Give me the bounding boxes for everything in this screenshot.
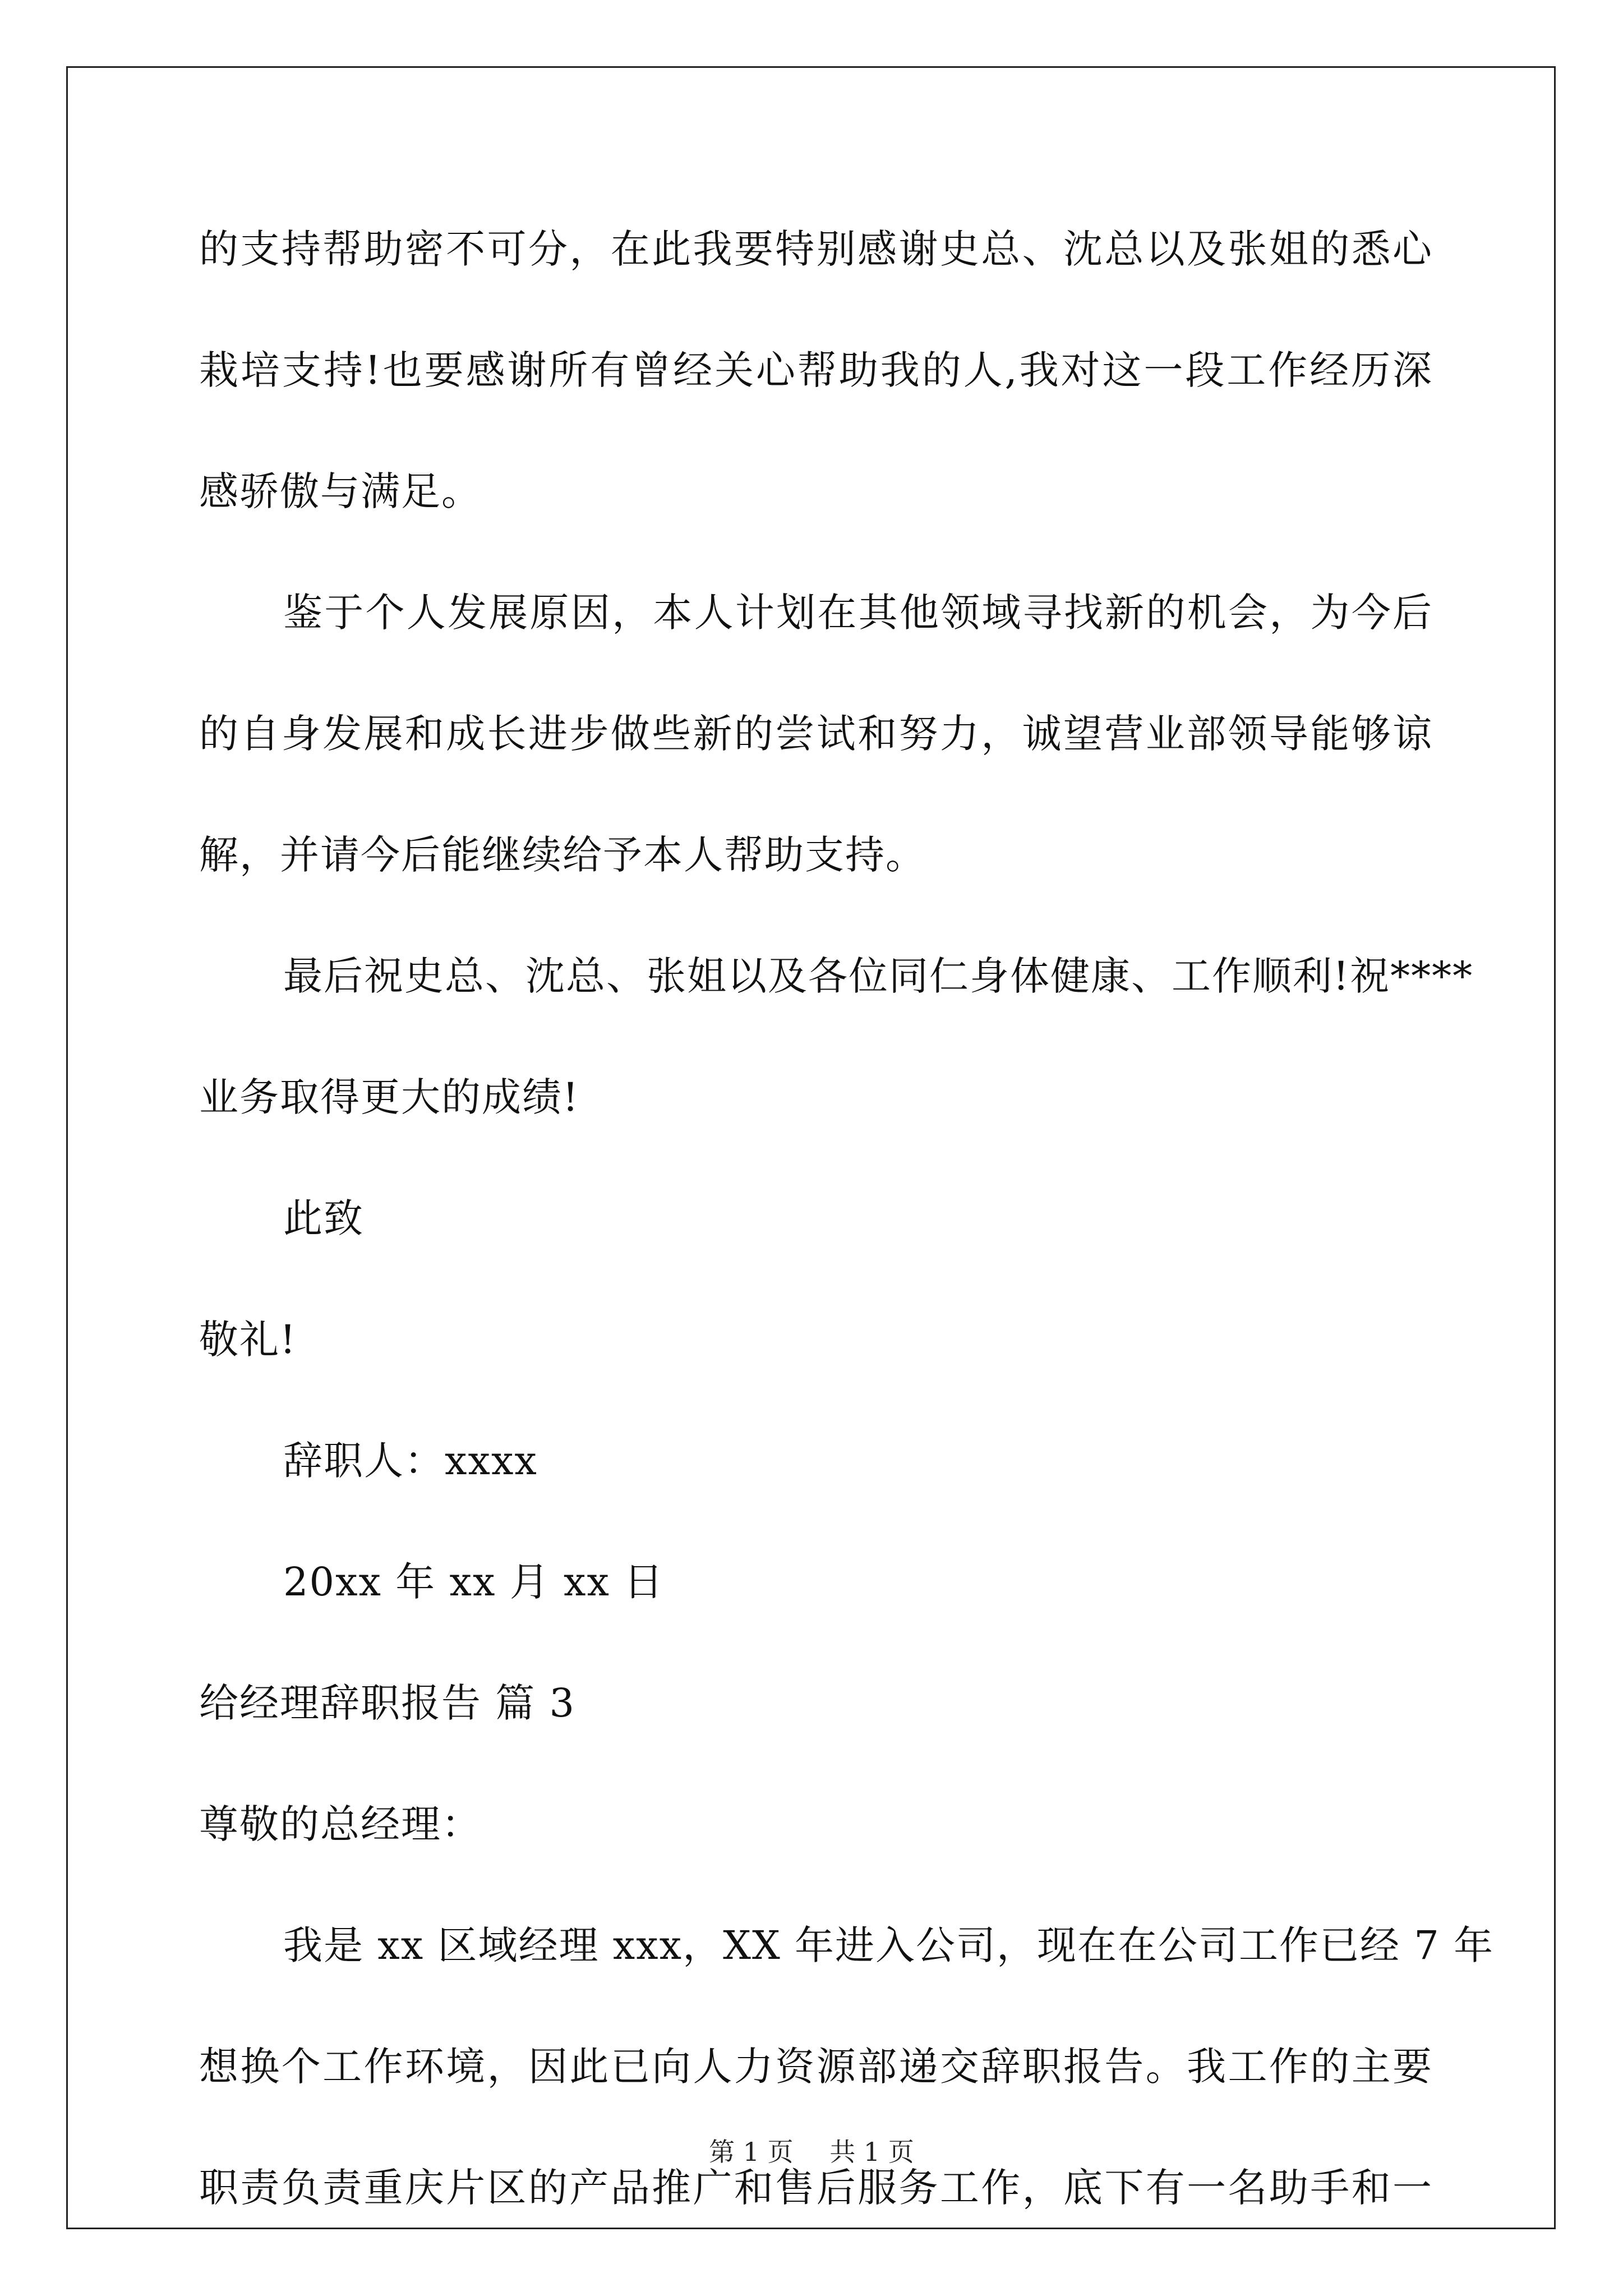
body-line-8: 业务取得更大的成绩! (199, 1074, 580, 1120)
body-line-3: 感骄傲与满足。 (199, 468, 482, 514)
body-line-9: 我是 xx 区域经理 xxx，XX 年进入公司，现在在公司工作已经 7 年 (283, 1922, 1495, 1968)
page-total: 共 1 页 (829, 2137, 914, 2167)
signature-date: 20xx 年 xx 月 xx 日 (283, 1559, 665, 1605)
page-number: 第 1 页 (709, 2137, 794, 2167)
closing-salutation: 此致 (283, 1195, 364, 1241)
body-line-1: 的支持帮助密不可分，在此我要特别感谢史总、沈总以及张姐的悉心 (199, 226, 1433, 272)
signature-name: 辞职人：xxxx (283, 1438, 538, 1484)
body-line-5: 的自身发展和成长进步做些新的尝试和努力，诚望营业部领导能够谅 (199, 711, 1433, 757)
letter-greeting: 尊敬的总经理： (199, 1801, 482, 1847)
body-line-7: 最后祝史总、沈总、张姐以及各位同仁身体健康、工作顺利!祝**** (283, 953, 1474, 999)
closing-respect: 敬礼! (199, 1317, 297, 1363)
body-line-2: 栽培支持!也要感谢所有曾经关心帮助我的人,我对这一段工作经历深 (199, 347, 1433, 393)
body-line-6: 解，并请今后能继续给予本人帮助支持。 (199, 832, 926, 878)
section-heading: 给经理辞职报告 篇 3 (199, 1680, 576, 1726)
body-line-10: 想换个工作环境，因此已向人力资源部递交辞职报告。我工作的主要 (199, 2044, 1433, 2090)
body-line-11: 职责负责重庆片区的产品推广和售后服务工作，底下有一名助手和一 (199, 2165, 1433, 2211)
document-body (199, 208, 1495, 2267)
page-footer (0, 2132, 1623, 2169)
body-line-4: 鉴于个人发展原因，本人计划在其他领域寻找新的机会，为今后 (283, 590, 1433, 636)
